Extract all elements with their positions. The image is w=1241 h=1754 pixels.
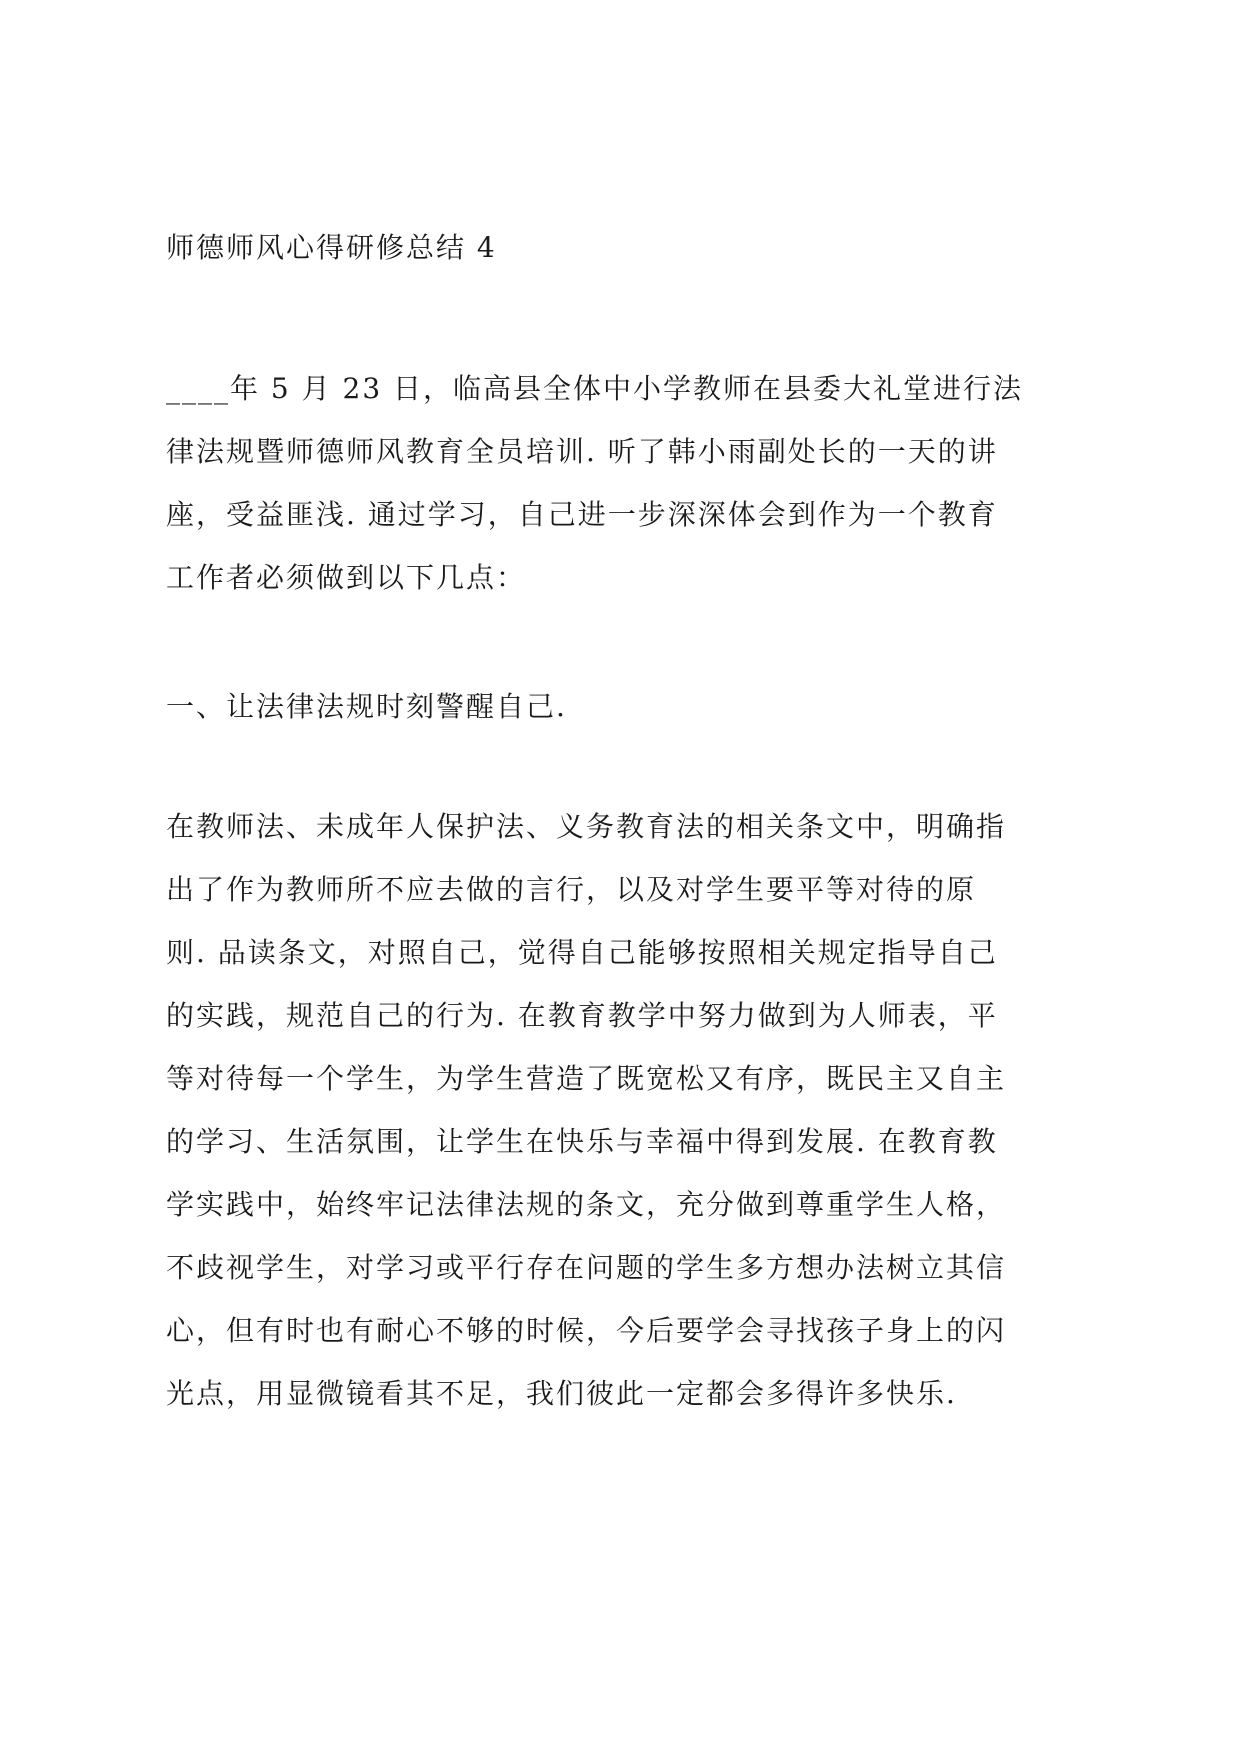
text-line: 则. 品读条文，对照自己，觉得自己能够按照相关规定指导自己 [166,936,998,969]
text-line: 出了作为教师所不应去做的言行，以及对学生要平等对待的原 [166,873,977,906]
section-heading-text: 一、让法律法规时刻警醒自己. [166,690,567,723]
text-line: 光点，用显微镜看其不足，我们彼此一定都会多得许多快乐. [166,1377,957,1410]
text-line: 不歧视学生，对学习或平行存在问题的学生多方想办法树立其信 [166,1251,1007,1284]
section-heading [166,675,567,738]
text-line: 座，受益匪浅. 通过学习，自己进一步深深体会到作为一个教育 [166,498,998,531]
text-line: 学实践中，始终牢记法律法规的条文，充分做到尊重学生人格， [166,1188,1007,1221]
text-line: 在教师法、未成年人保护法、义务教育法的相关条文中，明确指 [166,810,1007,843]
text-line: 律法规暨师德师风教育全员培训. 听了韩小雨副处长的一天的讲 [166,435,998,468]
intro-paragraph [166,357,1023,609]
document-title: 师德师风心得研修总结 4 [166,231,497,264]
text-line: 的实践，规范自己的行为. 在教育教学中努力做到为人师表，平 [166,999,998,1032]
body-paragraph [166,795,1006,1425]
text-line: 心，但有时也有耐心不够的时候，今后要学会寻找孩子身上的闪 [166,1314,1007,1347]
text-line: 工作者必须做到以下几点： [166,561,527,594]
text-line: 的学习、生活氛围，让学生在快乐与幸福中得到发展. 在教育教 [166,1125,998,1158]
text-line: 等对待每一个学生，为学生营造了既宽松又有序，既民主又自主 [166,1062,1007,1095]
text-line: ____年 5 月 23 日，临高县全体中小学教师在县委大礼堂进行法 [166,372,1024,405]
